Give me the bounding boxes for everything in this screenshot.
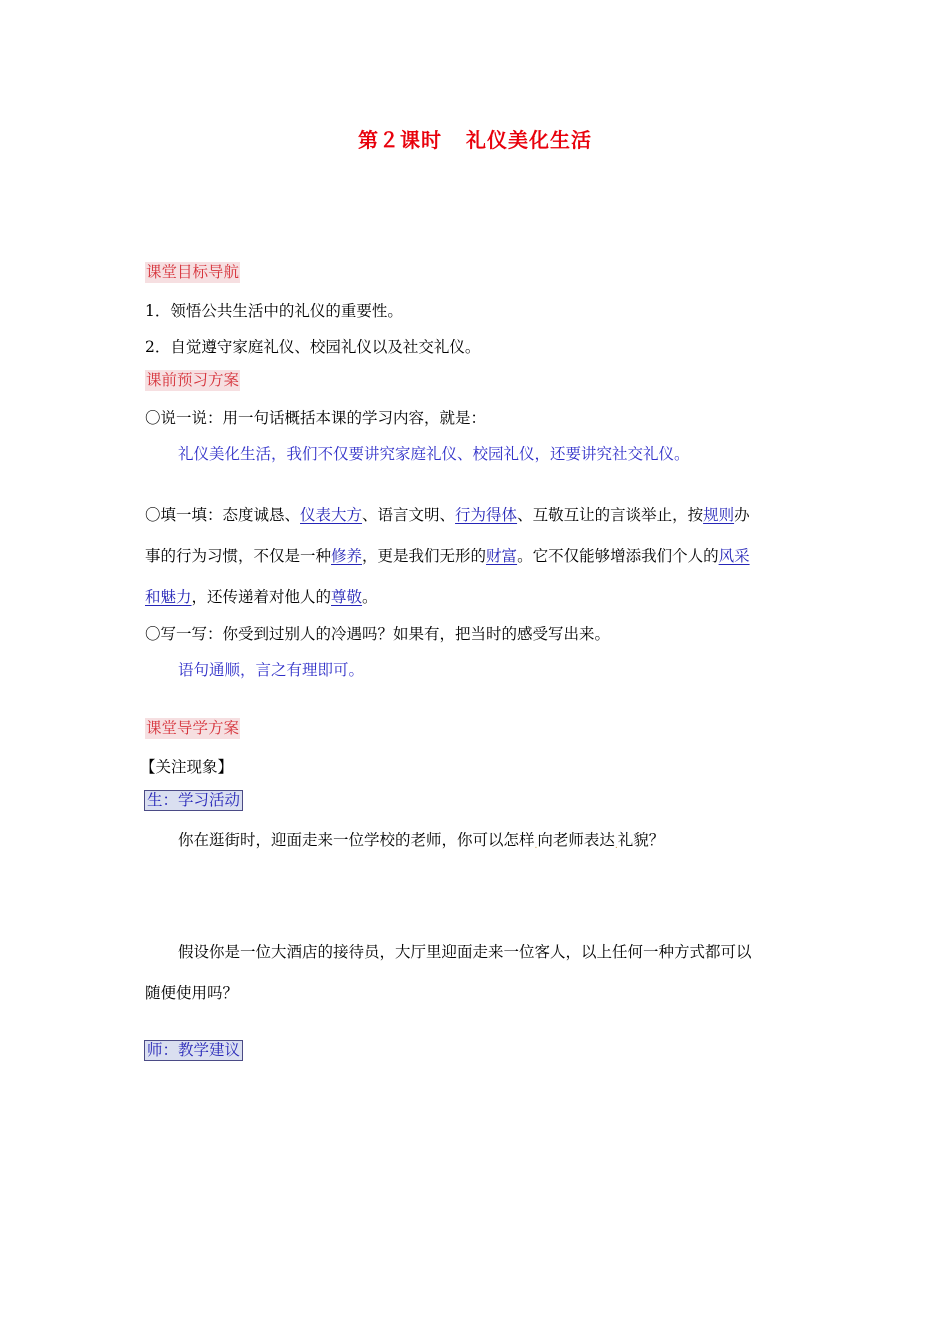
question-2-line-1: 假设你是一位大酒店的接待员，大厅里迎面走来一位客人，以上任何一种方式都可以: [178, 943, 752, 961]
question-2-line-2: 随便使用吗？: [145, 984, 239, 1002]
section-heading-goals: 课堂目标导航: [146, 263, 240, 281]
write-answer: 语句通顺，言之有理即可。: [178, 661, 365, 679]
fill-blank: 财富: [486, 547, 518, 565]
fill-line-3: 和魅力，还传递着对他人的尊敬。: [145, 588, 378, 606]
goal-item-2: 2．自觉遵守家庭礼仪、校园礼仪以及社交礼仪。: [145, 338, 481, 356]
fill-blank: 规则: [703, 506, 735, 524]
fill-blank: 尊敬: [331, 588, 363, 606]
fill-blank: 修养: [331, 547, 363, 565]
student-activity-label: 生：学习活动: [144, 790, 243, 811]
fill-blank: 仪表大方: [300, 506, 363, 524]
write-prompt: 〇写一写：你受到过别人的冷遇吗？如果有，把当时的感受写出来。: [145, 625, 611, 643]
say-prompt: 〇说一说：用一句话概括本课的学习内容，就是：: [145, 409, 487, 427]
question-1: 你在逛街时，迎面走来一位学校的老师，你可以怎样.向老师表达.礼貌？: [178, 831, 665, 851]
fill-line-1: 〇填一填：态度诚恳、仪表大方、语言文明、行为得体、互敬互让的言谈举止，按规则办: [145, 506, 750, 524]
section-heading-preview: 课前预习方案: [146, 371, 240, 389]
say-answer: 礼仪美化生活，我们不仅要讲究家庭礼仪、校园礼仪，还要讲究社交礼仪。: [178, 445, 690, 463]
section-heading-class: 课堂导学方案: [146, 719, 240, 737]
lesson-number: 第２课时: [358, 128, 442, 152]
focus-label: 【关注现象】: [140, 758, 234, 776]
goal-item-1: 1．领悟公共生活中的礼仪的重要性。: [145, 302, 403, 320]
fill-blank: 风采: [718, 547, 750, 565]
fill-line-2: 事的行为习惯，不仅是一种修养，更是我们无形的财富。它不仅能够增添我们个人的风采: [145, 547, 750, 565]
teacher-advice-label: 师：教学建议: [144, 1040, 243, 1061]
page-title: [0, 124, 950, 153]
fill-blank: 行为得体: [455, 506, 518, 524]
fill-blank: 和魅力: [145, 588, 192, 606]
lesson-title: 礼仪美化生活: [466, 128, 592, 152]
